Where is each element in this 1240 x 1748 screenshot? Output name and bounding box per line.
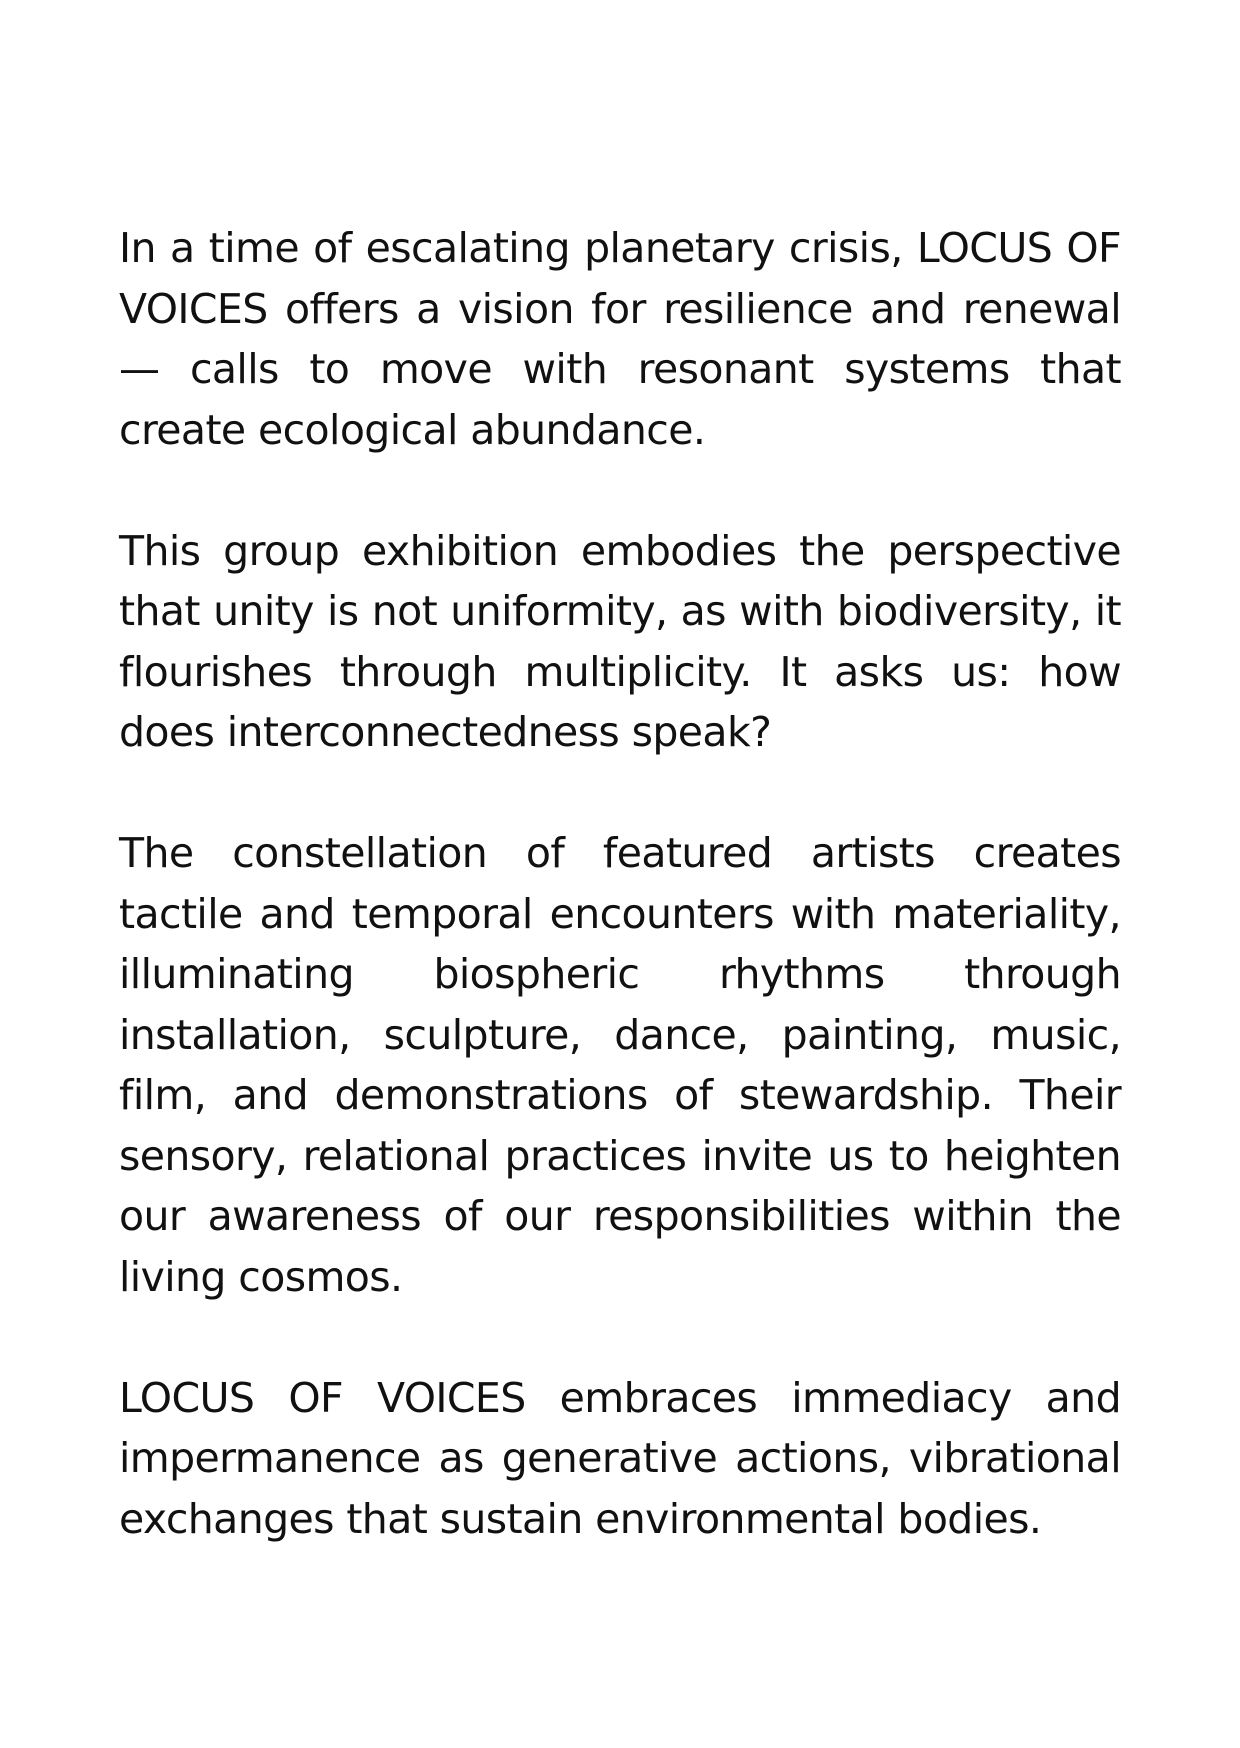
paragraph-closing: LOCUS OF VOICES embraces immediacy and impermanence as generative actions, vibrational exchanges that sustain environmental bodies. — [119, 1373, 1121, 1543]
exhibition-statement — [119, 218, 1121, 1549]
paragraph-artists: The constellation of featured artists creates tactile and temporal encounters with materiality, illuminating biospheric rhythms through installation, sculpture, dance, painting, music, film, and demonstrations of stewardship. Their sensory, relational practices invite us to heighten our awareness of our responsibilities within the living cosmos. — [119, 829, 1121, 1301]
paragraph-intro: In a time of escalating planetary crisis, LOCUS OF VOICES offers a vision for resilience and renewal — calls to move with resonant systems that create ecological abundance. — [119, 224, 1121, 454]
paragraph-exhibition: This group exhibition embodies the perspective that unity is not uniformity, as with biodiversity, it flourishes through multiplicity. It asks us: how does interconnectedness speak? — [119, 526, 1121, 756]
